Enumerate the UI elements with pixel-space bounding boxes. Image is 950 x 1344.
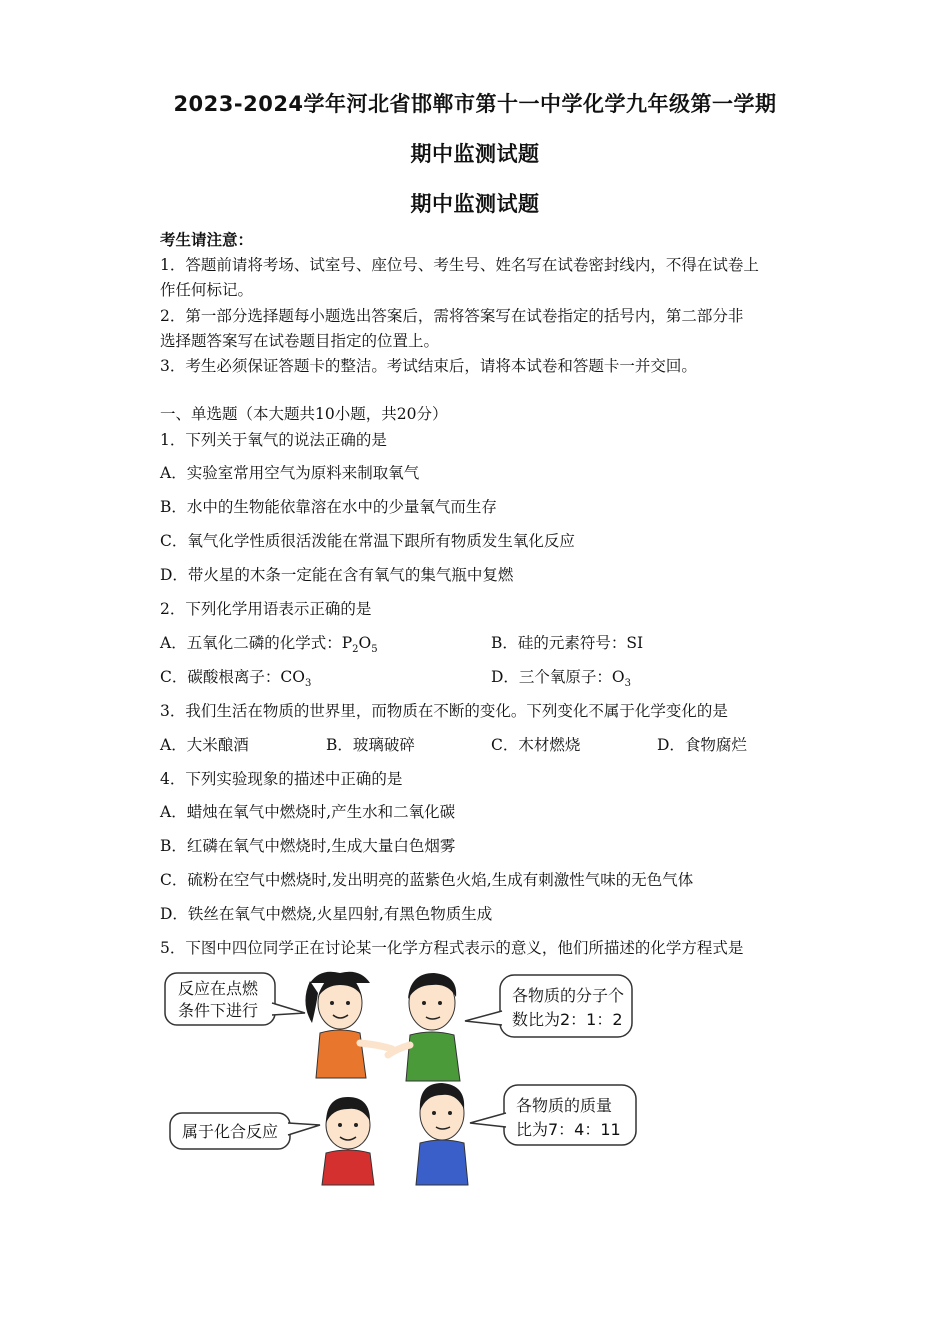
bubble-4-line-1: 各物质的质量 [516, 1096, 613, 1115]
notice-line: 3．考生必须保证答题卡的整洁。考试结束后，请将本试卷和答题卡一并交回。 [160, 357, 697, 375]
notice-line: 作任何标记。 [160, 281, 254, 299]
bubble-2-line-2: 数比为2：1：2 [512, 1010, 623, 1029]
speech-bubble-2 [465, 975, 632, 1037]
question-stem: 4．下列实验现象的描述中正确的是 [160, 770, 403, 788]
speech-bubble-4 [470, 1085, 636, 1145]
speech-bubble-1 [165, 973, 305, 1025]
bubble-2-line-1: 各物质的分子个 [512, 986, 625, 1005]
question-stem: 2．下列化学用语表示正确的是 [160, 600, 372, 618]
bubble-1-line-2: 条件下进行 [178, 1001, 259, 1020]
bubble-1-line-1: 反应在点燃 [178, 979, 259, 998]
student-girl [305, 972, 392, 1078]
question-stem: 5．下图中四位同学正在讨论某一化学方程式表示的意义，他们所描述的化学方程式是 [160, 939, 744, 957]
option-b: B．水中的生物能依靠溶在水中的少量氧气而生存 [160, 498, 497, 516]
option-c: C．氧气化学性质很活泼能在常温下跟所有物质发生氧化反应 [160, 532, 575, 550]
option-d: D．铁丝在氧气中燃烧,火星四射,有黑色物质生成 [160, 905, 493, 923]
option-a: A．五氧化二磷的化学式：$P_2O_5$ [160, 634, 378, 656]
speech-bubble-3 [170, 1113, 320, 1149]
page-subtitle: 期中监测试题 [410, 142, 540, 166]
option-c: C．碳酸根离子：$CO_3$ [160, 668, 312, 690]
student-boy-red [322, 1097, 374, 1185]
option-b: B．玻璃破碎 [326, 736, 415, 754]
discussion-figure [160, 963, 640, 1188]
option-b: B．红磷在氧气中燃烧时,生成大量白色烟雾 [160, 837, 456, 855]
notice-line: 选择题答案写在试卷题目指定的位置上。 [160, 332, 440, 350]
student-boy-green [388, 973, 460, 1081]
question-stem: 1．下列关于氧气的说法正确的是 [160, 431, 387, 449]
option-a: A．实验室常用空气为原料来制取氧气 [160, 464, 420, 482]
option-c: C．硫粉在空气中燃烧时,发出明亮的蓝紫色火焰,生成有刺激性气味的无色气体 [160, 871, 694, 889]
page-subtitle-repeat: 期中监测试题 [410, 192, 540, 216]
bubble-4-line-2: 比为7：4：11 [516, 1120, 621, 1139]
option-b: B．硅的元素符号：SI [491, 634, 644, 652]
section-heading: 一、单选题（本大题共10小题，共20分） [160, 405, 448, 423]
option-a: A．蜡烛在氧气中燃烧时,产生水和二氧化碳 [160, 803, 456, 821]
option-c: C．木材燃烧 [491, 736, 581, 754]
student-boy-blue [416, 1083, 468, 1185]
option-d: D．食物腐烂 [657, 736, 747, 754]
page-title: 2023-2024学年河北省邯郸市第十一中学化学九年级第一学期 [173, 92, 777, 116]
bubble-3-line-1: 属于化合反应 [182, 1122, 279, 1141]
notice-heading: 考生请注意： [160, 230, 254, 249]
option-a: A．大米酿酒 [160, 736, 249, 754]
notice-line: 2．第一部分选择题每小题选出答案后，需将答案写在试卷指定的括号内，第二部分非 [160, 307, 744, 325]
option-d: D．三个氧原子：$O_3$ [491, 668, 632, 690]
question-stem: 3．我们生活在物质的世界里，而物质在不断的变化。下列变化不属于化学变化的是 [160, 702, 728, 720]
notice-line: 1．答题前请将考场、试室号、座位号、考生号、姓名写在试卷密封线内，不得在试卷上 [160, 256, 759, 274]
option-d: D．带火星的木条一定能在含有氧气的集气瓶中复燃 [160, 566, 514, 584]
